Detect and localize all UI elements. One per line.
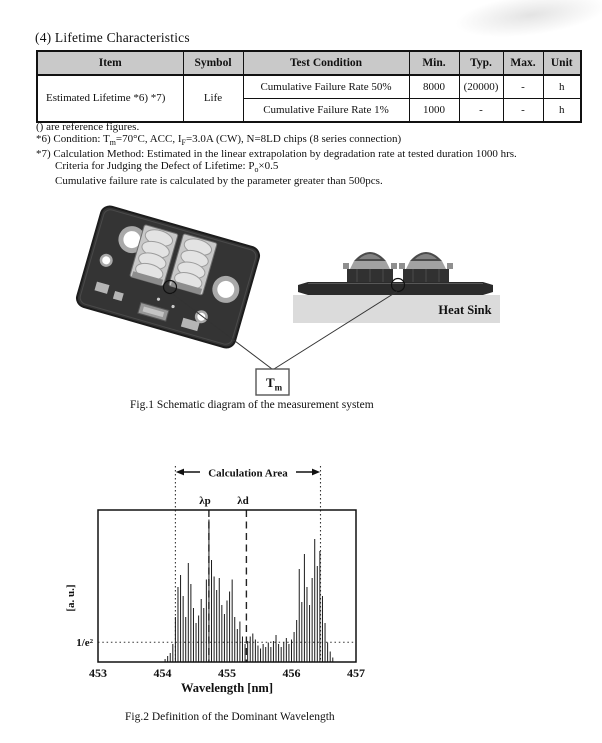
x-tick-labels xyxy=(89,666,365,680)
note-7-cumulative: Cumulative failure rate is calculated by the parameter greater than 500pcs. xyxy=(55,174,383,187)
fig1-caption: Fig.1 Schematic diagram of the measurement system xyxy=(130,399,374,411)
col-header-min: Min. xyxy=(409,51,459,75)
symbol-cell: Life xyxy=(183,75,243,122)
min-cell: 8000 xyxy=(409,75,459,99)
note-reference-figures: () are reference figures. xyxy=(36,121,140,133)
arrowhead-left-icon xyxy=(176,469,184,476)
unit-cell: h xyxy=(543,99,581,123)
footnotes xyxy=(36,122,596,187)
col-header-test-condition: Test Condition xyxy=(243,51,409,75)
typ-cell: (20000) xyxy=(459,75,503,99)
col-header-item: Item xyxy=(37,51,183,75)
condition-cell: Cumulative Failure Rate 50% xyxy=(243,75,409,99)
fig2-spectrum-chart xyxy=(60,458,540,708)
led-module-side-view xyxy=(293,252,500,323)
x-tick-label: 453 xyxy=(89,666,107,680)
note-6-condition: *6) Condition: $T_m=70^\circ C$, ACC, $I_F=3.0A$ (CW), N=8LD chips (8 series connection) xyxy=(36,132,402,147)
min-cell: 1000 xyxy=(409,99,459,123)
lifetime-characteristics-table xyxy=(36,50,582,123)
col-header-symbol: Symbol xyxy=(183,51,243,75)
col-header-typ: Typ. xyxy=(459,51,503,75)
note-7-criteria: Criteria for Judging the Defect of Lifetime: $P_o\times 0.5$ xyxy=(55,159,279,174)
lambda-p-label: λp xyxy=(199,495,211,507)
unit-cell: h xyxy=(543,75,581,99)
calc-area-label: Calculation Area xyxy=(208,467,288,480)
condition-cell: Cumulative Failure Rate 1% xyxy=(243,99,409,123)
fig1-measurement-system-diagram xyxy=(70,205,540,405)
typ-cell: - xyxy=(459,99,503,123)
tm-symbol: T xyxy=(266,375,275,390)
spectrum-modes xyxy=(165,520,333,663)
scan-artifact xyxy=(450,0,602,45)
fig2-caption: Fig.2 Definition of the Dominant Wavelength xyxy=(125,711,335,723)
max-cell: - xyxy=(503,75,543,99)
table-header-row xyxy=(37,51,581,75)
table-row xyxy=(37,75,581,99)
led-module-top-view xyxy=(75,205,261,350)
y-axis-label: [a. u.] xyxy=(65,584,77,612)
lens-assembly xyxy=(343,252,397,282)
tm-subscript: m xyxy=(274,382,283,393)
note-7-calculation-method: *7) Calculation Method: Estimated in the linear extrapolation by degradation rate at tested duration 1000 hrs. xyxy=(36,147,517,160)
col-header-max: Max. xyxy=(503,51,543,75)
x-axis-label: Wavelength [nm] xyxy=(180,681,274,695)
arrowhead-right-icon xyxy=(312,469,320,476)
heat-sink-label: Heat Sink xyxy=(438,303,492,317)
max-cell: - xyxy=(503,99,543,123)
x-tick-label: 455 xyxy=(218,666,236,680)
x-tick-label: 454 xyxy=(153,666,172,680)
threshold-label: 1/e² xyxy=(76,637,93,649)
lens-assembly xyxy=(399,252,453,282)
lambda-d-label: λd xyxy=(237,495,249,507)
tm-label-box xyxy=(256,369,289,395)
item-cell: Estimated Lifetime *6) *7) xyxy=(37,75,183,122)
section-title: (4) Lifetime Characteristics xyxy=(35,30,190,45)
col-header-unit: Unit xyxy=(543,51,581,75)
x-tick-label: 457 xyxy=(347,666,365,680)
x-tick-label: 456 xyxy=(282,666,301,680)
